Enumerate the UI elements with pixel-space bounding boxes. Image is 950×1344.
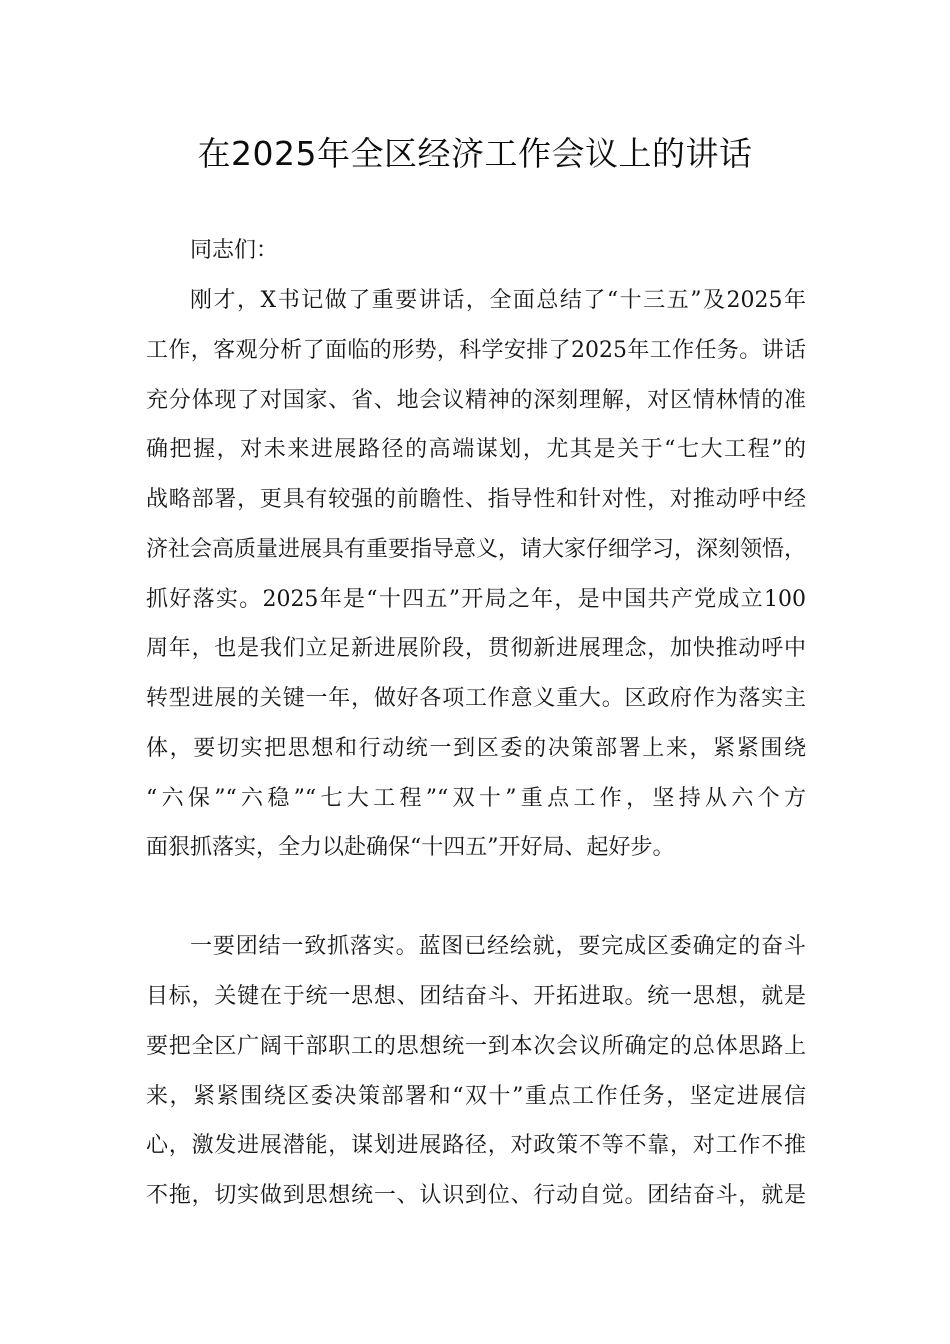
paragraph2-line-3: 要把全区广阔干部职工的思想统一到本次会议所确定的总体思路上 [146, 1034, 806, 1059]
paragraph1-line-9: 转型进展的关键一年，做好各项工作意义重大。区政府作为落实主 [146, 686, 806, 711]
paragraph1-line-2: 工作，客观分析了面临的形势，科学安排了2025年工作任务。讲话 [146, 338, 806, 363]
paragraph2-line-1: 一要团结一致抓落实。蓝图已经绘就，要完成区委确定的奋斗 [190, 934, 806, 959]
paragraph1-line-10: 体，要切实把思想和行动统一到区委的决策部署上来，紧紧围绕 [146, 736, 806, 761]
paragraph1-line-3: 充分体现了对国家、省、地会议精神的深刻理解，对区情林情的准 [146, 388, 806, 413]
paragraph2-line-4: 来，紧紧围绕区委决策部署和“双十”重点工作任务，坚定进展信 [146, 1084, 806, 1109]
document-title: 在2025年全区经济工作会议上的讲话 [197, 134, 753, 173]
paragraph2-line-5: 心，激发进展潜能，谋划进展路径，对政策不等不靠，对工作不推 [146, 1133, 806, 1158]
paragraph1-line-11: “六保”“六稳”“七大工程”“双十”重点工作，坚持从六个方 [146, 786, 806, 811]
paragraph1-line-8: 周年，也是我们立足新进展阶段，贯彻新进展理念，加快推动呼中 [146, 636, 806, 661]
paragraph2-line-2: 目标，关键在于统一思想、团结奋斗、开拓进取。统一思想，就是 [146, 984, 806, 1009]
paragraph1-line-5: 战略部署，更具有较强的前瞻性、指导性和针对性，对推动呼中经 [146, 487, 806, 512]
paragraph1-line-7: 抓好落实。2025年是“十四五”开局之年，是中国共产党成立100 [146, 587, 806, 612]
paragraph1-line-4: 确把握，对未来进展路径的高端谋划，尤其是关于“七大工程”的 [146, 437, 806, 462]
paragraph1-line-1: 刚才，X书记做了重要讲话，全面总结了“十三五”及2025年 [190, 288, 806, 313]
paragraph1-line-6: 济社会高质量进展具有重要指导意义，请大家仔细学习，深刻领悟， [146, 537, 806, 562]
salutation: 同志们： [190, 238, 279, 263]
paragraph2-line-6: 不拖，切实做到思想统一、认识到位、行动自觉。团结奋斗，就是 [146, 1183, 806, 1208]
paragraph1-line-12: 面狠抓落实，全力以赴确保“十四五”开好局、起好步。 [146, 835, 675, 860]
